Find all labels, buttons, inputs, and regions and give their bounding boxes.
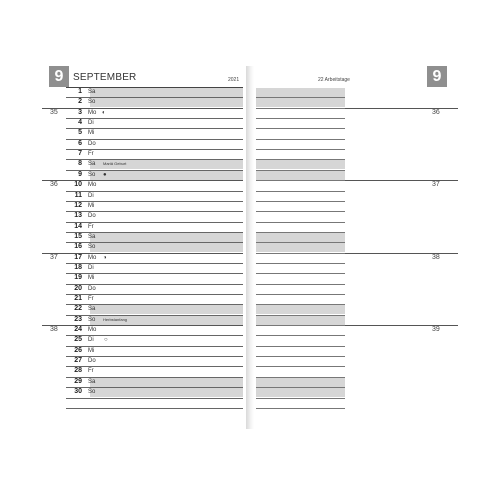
weekend-shade-right [256, 388, 345, 397]
weekday-label: Fr [88, 296, 94, 302]
day-number: 5 [78, 129, 82, 137]
weekday-label: Do [88, 358, 96, 365]
weekday-label: So [88, 389, 96, 396]
weekday-label: Mo [88, 109, 97, 116]
day-rule-right [256, 211, 345, 212]
weekday-label: Do [88, 213, 96, 220]
moon-phase-icon: ● [103, 171, 107, 178]
day-rule-right [256, 335, 345, 336]
weekday-label: So [88, 99, 96, 106]
weekend-shade [90, 378, 243, 387]
week-number-right: 36 [432, 108, 440, 116]
day-number: 19 [74, 274, 82, 282]
day-rule-right [256, 180, 345, 181]
weekend-shade-right [256, 160, 345, 169]
week-number-left: 36 [50, 181, 58, 189]
weekend-shade [90, 171, 243, 180]
day-rule-right [256, 118, 345, 119]
day-rule-left [66, 398, 243, 399]
day-rule-right [256, 191, 345, 192]
month-number-badge-right: 9 [427, 66, 447, 87]
weekday-label: Do [88, 140, 96, 147]
day-rule-right [256, 108, 345, 109]
week-separator-left [42, 108, 243, 109]
day-number: 29 [74, 377, 82, 385]
weekend-shade-right [256, 243, 345, 252]
day-rule-right [256, 253, 345, 254]
day-number: 23 [74, 315, 82, 323]
week-separator-right [345, 253, 458, 254]
weekday-label: So [88, 244, 96, 251]
day-rule-right [256, 366, 345, 367]
month-name: SEPTEMBER [73, 72, 137, 83]
weekday-label: Mi [88, 202, 95, 209]
workdays-label: 22 Arbeitstage [318, 77, 350, 83]
day-number: 21 [74, 295, 82, 302]
day-number: 3 [78, 108, 82, 116]
day-rule-right [256, 356, 345, 357]
day-rule-right [256, 139, 345, 140]
day-number: 20 [74, 284, 82, 292]
day-rule-right [256, 284, 345, 285]
weekday-label: Sa [88, 161, 96, 168]
day-number: 13 [74, 212, 82, 220]
day-number: 12 [74, 201, 82, 209]
weekend-shade-right [256, 88, 345, 97]
day-number: 7 [78, 150, 82, 158]
weekday-label: Mo [88, 254, 97, 261]
day-number: 24 [74, 326, 82, 334]
weekday-label: Do [88, 285, 96, 292]
weekend-shade-right [256, 171, 345, 180]
day-number: 28 [74, 367, 82, 375]
week-number-left: 37 [50, 253, 58, 261]
day-rule-right [256, 346, 345, 347]
weekday-label: Mi [88, 130, 95, 137]
weekday-label: Di [88, 264, 94, 271]
week-separator-right [345, 108, 458, 109]
day-rule-right [256, 149, 345, 150]
blank-rule-left [66, 408, 243, 409]
weekday-label: Di [88, 120, 94, 127]
week-separator-right [345, 325, 458, 326]
week-number-right: 37 [432, 181, 440, 189]
weekend-shade [90, 98, 243, 107]
weekday-label: Mo [88, 182, 97, 189]
year-label: 2021 [228, 77, 240, 83]
day-number: 8 [78, 160, 82, 168]
day-number: 17 [74, 253, 82, 261]
blank-rule-right [256, 408, 345, 409]
week-number-left: 38 [50, 326, 58, 334]
weekday-label: Di [88, 192, 94, 199]
weekday-label: Fr [88, 223, 94, 230]
day-number: 25 [74, 336, 82, 344]
weekday-label: Fr [88, 368, 94, 375]
day-number: 26 [74, 346, 82, 354]
day-rule-right [256, 201, 345, 202]
day-number: 30 [74, 388, 82, 396]
day-number: 27 [74, 357, 82, 365]
weekday-label: Sa [88, 89, 96, 95]
weekday-label: Sa [88, 306, 96, 313]
day-rule-right [256, 263, 345, 264]
weekday-label: So [88, 316, 96, 323]
week-separator-left [42, 325, 243, 326]
day-number: 18 [74, 263, 82, 271]
weekday-label: So [88, 171, 96, 178]
weekday-label: Fr [88, 151, 94, 158]
day-number: 10 [74, 181, 82, 189]
weekend-shade [90, 88, 243, 97]
weekday-label: Mo [88, 327, 97, 334]
day-number: 11 [74, 191, 82, 199]
weekend-shade [90, 243, 243, 252]
moon-phase-icon: ◐ [102, 109, 106, 116]
week-separator-left [42, 180, 243, 181]
day-number: 14 [74, 222, 82, 230]
day-number: 4 [78, 119, 82, 127]
weekday-label: Sa [88, 233, 96, 240]
moon-phase-icon: ○ [104, 337, 108, 344]
day-rule-right [256, 294, 345, 295]
week-number-right: 38 [432, 253, 440, 261]
week-number-left: 35 [50, 108, 58, 116]
weekend-shade [90, 388, 243, 397]
weekday-label: Mi [88, 347, 95, 354]
weekday-label: Mi [88, 275, 95, 282]
day-rule-right [256, 273, 345, 274]
holiday-note: Mariä Geburt [103, 161, 127, 167]
day-rule-right [256, 128, 345, 129]
weekend-shade-right [256, 98, 345, 107]
holiday-note: Herbstanfang [103, 316, 128, 322]
day-rule-right [256, 398, 345, 399]
weekend-shade-right [256, 233, 345, 242]
day-number: 6 [78, 139, 82, 147]
weekend-shade-right [256, 378, 345, 387]
day-number: 16 [74, 243, 82, 251]
weekend-shade [90, 233, 243, 242]
week-separator-right [345, 180, 458, 181]
week-number-right: 39 [432, 326, 440, 334]
moon-phase-icon: ◑ [103, 254, 107, 261]
day-number: 1 [78, 88, 82, 95]
book-spine [246, 66, 254, 429]
weekend-shade-right [256, 316, 345, 325]
weekend-shade-right [256, 305, 345, 314]
day-number: 2 [78, 98, 82, 106]
weekend-shade [90, 305, 243, 314]
month-number-badge-left: 9 [49, 66, 69, 87]
day-rule-right [256, 222, 345, 223]
week-separator-left [42, 253, 243, 254]
day-rule-right [256, 325, 345, 326]
day-number: 22 [74, 305, 82, 313]
day-number: 15 [74, 232, 82, 240]
weekday-label: Di [88, 337, 94, 344]
day-number: 9 [78, 170, 82, 178]
weekday-label: Sa [88, 378, 96, 385]
